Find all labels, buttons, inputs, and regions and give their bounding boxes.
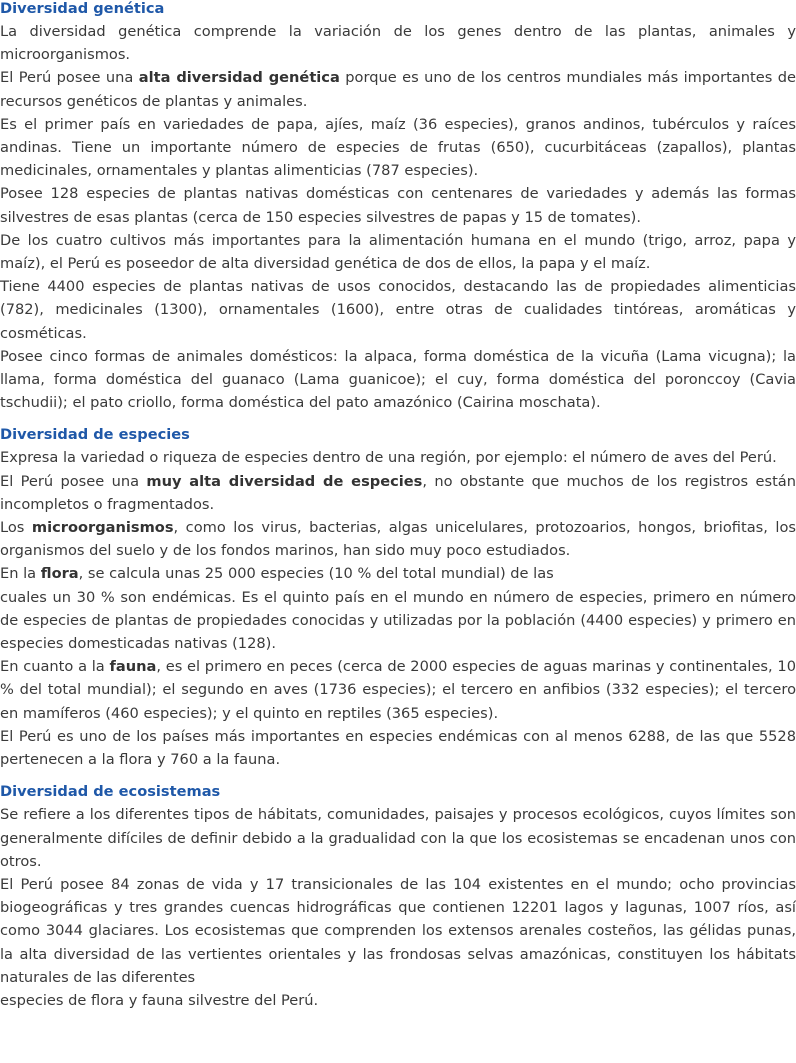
paragraph: El Perú posee una muy alta diversidad de especies, no obstante que muchos de los registros están incompletos o fragmentados. bbox=[0, 472, 796, 513]
paragraph: El Perú posee 84 zonas de vida y 17 transicionales de las 104 existentes en el mundo; ocho provincias biogeográficas y tres grandes cuencas hidrográficas que contienen 12201 lagos y lagunas, 1007 ríos, así como 3044 glaciares. Los ecosistemas que comprenden los extensos arenales costeños, las gélidas punas, la alta diversidad de las vertientes orientales y las frondosas selvas amazónicas, constituyen los hábitats naturales de las diferentes bbox=[0, 875, 796, 986]
paragraph: especies de flora y fauna silvestre del Perú. bbox=[0, 991, 319, 1009]
paragraph: El Perú es uno de los países más importantes en especies endémicas con al menos 6288, de las que 5528 pertenecen a la flora y 760 a la fauna. bbox=[0, 727, 796, 769]
paragraph: La diversidad genética comprende la variación de los genes dentro de las plantas, animales y microorganismos. bbox=[0, 23, 796, 64]
emphasis: microorganismos bbox=[31, 519, 174, 537]
paragraph: Los microorganismos, como los virus, bacterias, algas unicelulares, protozoarios, hongos, briofitas, los organismos del suelo y de los fondos marinos, han sido muy poco estudiados. bbox=[0, 519, 796, 560]
section-heading: Diversidad de ecosistemas bbox=[0, 783, 221, 801]
paragraph: El Perú posee una alta diversidad genética porque es uno de los centros mundiales más importantes de recursos genéticos de plantas y animales. bbox=[0, 69, 796, 110]
emphasis: fauna bbox=[109, 658, 157, 676]
section-genetic-diversity bbox=[0, 0, 796, 414]
paragraph: En cuanto a la fauna, es el primero en peces (cerca de 2000 especies de aguas marinas y continentales, 10 % del total mundial); el segundo en aves (1736 especies); el tercero en anfibios (332 especies); el tercero en mamíferos (460 especies); y el quinto en reptiles (365 especies). bbox=[0, 658, 796, 722]
emphasis: alta diversidad genética bbox=[138, 69, 340, 87]
paragraph: Se refiere a los diferentes tipos de hábitats, comunidades, paisajes y procesos ecológicos, cuyos límites son generalmente difíciles de definir debido a la gradualidad con la que los ecosistemas se encadenan unos con otros. bbox=[0, 806, 796, 870]
emphasis: flora bbox=[40, 565, 79, 583]
section-heading: Diversidad de especies bbox=[0, 426, 190, 444]
paragraph: En la flora, se calcula unas 25 000 especies (10 % del total mundial) de las bbox=[0, 565, 554, 583]
paragraph: De los cuatro cultivos más importantes para la alimentación humana en el mundo (trigo, arroz, papa y maíz), el Perú es poseedor de alta diversidad genética de dos de ellos, la papa y el maíz. bbox=[0, 231, 796, 273]
section-heading: Diversidad genética bbox=[0, 0, 165, 17]
paragraph: Posee cinco formas de animales domésticos: la alpaca, forma doméstica de la vicuña (Lama vicugna); la llama, forma doméstica del guanaco (Lama guanicoe); el cuy, forma doméstica del poronccoy (Cavia tschudii); el pato criollo, forma doméstica del pato amazónico (Cairina moschata). bbox=[0, 347, 796, 412]
paragraph: Expresa la variedad o riqueza de especies dentro de una región, por ejemplo: el número de aves del Perú. bbox=[0, 449, 777, 467]
paragraph: cuales un 30 % son endémicas. Es el quinto país en el mundo en número de especies, primero en número de especies de plantas de propiedades conocidas y utilizadas por la población (4400 especies) y primero en especies domesticadas nativas (128). bbox=[0, 588, 796, 653]
paragraph: Tiene 4400 especies de plantas nativas de usos conocidos, destacando las de propiedades alimenticias (782), medicinales (1300), ornamentales (1600), entre otras de cualidades tintóreas, aromáticas y cosméticas. bbox=[0, 278, 796, 342]
section-ecosystem-diversity bbox=[0, 783, 796, 1012]
paragraph: Posee 128 especies de plantas nativas domésticas con centenares de variedades y además las formas silvestres de esas plantas (cerca de 150 especies silvestres de papas y 15 de tomates). bbox=[0, 185, 796, 226]
paragraph: Es el primer país en variedades de papa, ajíes, maíz (36 especies), granos andinos, tubérculos y raíces andinas. Tiene un importante número de especies de frutas (650), cucurbitáceas (zapallos), plantas medicinales, ornamentales y plantas alimenticias (787 especies). bbox=[0, 115, 796, 180]
section-species-diversity bbox=[0, 426, 796, 771]
emphasis: muy alta diversidad de especies bbox=[146, 472, 423, 490]
